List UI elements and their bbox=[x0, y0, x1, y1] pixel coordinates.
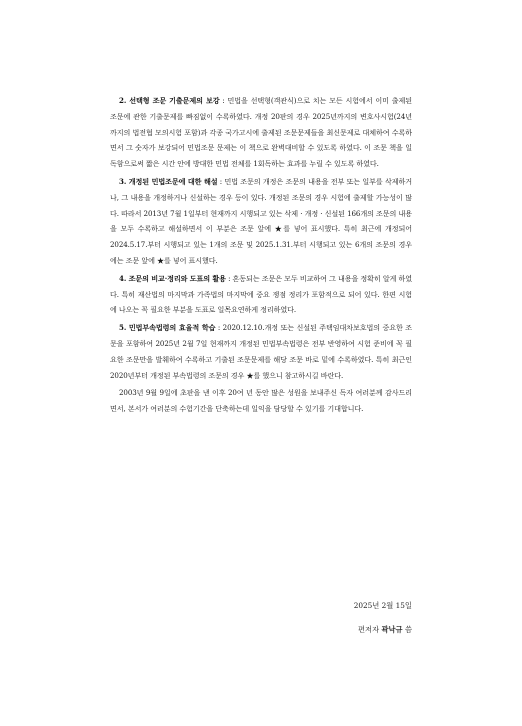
paragraph-heading: 4. 조문의 비교·정리와 도표의 활용 bbox=[119, 273, 226, 283]
author-suffix: 씀 bbox=[404, 625, 412, 634]
paragraph-choice-questions bbox=[110, 93, 412, 172]
paragraph-text: : 민법을 선택형(객관식)으로 치는 모든 시험에서 이미 출제된 조문에 관한 기출문제를 빠짐없이 수록하였다. 개정 20판의 경우 2025년까지의 변호사시험(24년까지의 법전협 모의시험 포함)과 각종 국가고시에 출제된 조문문제들을 최신문제로 대체하여 수록하면서 그 숫자가 보강되어 민법조문 문제는 이 책으로 완벽대비할 수 있도록 하였다. 이 조문 책을 일독함으로써 짧은 시간 안에 방대한 민법 전체를 1회독하는 효과를 누릴 수 있도록 하였다. bbox=[110, 96, 412, 169]
paragraph-heading: 3. 개정된 민법조문에 대한 해설 bbox=[119, 176, 218, 186]
paragraph-text: : 민법 조문의 개정은 조문의 내용을 전부 또는 일부를 삭제하거나, 그 내용을 개정하거나 신설하는 경우 등이 있다. 개정된 조문의 경우 시험에 출제할 가능성이 많다. 따라서 2013년 7월 1일부터 현재까지 시행되고 있는 삭제 · 개정 · 신설된 166개의 조문의 내용을 모두 수록하고 해설하면서 이 부분은 조문 앞에 ★를 넣어 표시했다. 특히 최근에 개정되어 2024.5.17.부터 시행되고 있는 1개의 조문 및 2025.1.31.부터 시행되고 있는 6개의 조문의 경우에는 조문 앞에 ★를 넣어 표시했다. bbox=[110, 176, 412, 265]
preface-date: 2025년 2월 15일 bbox=[353, 601, 412, 610]
author-prefix: 편저자 bbox=[357, 625, 380, 634]
preface-author bbox=[358, 623, 412, 637]
paragraph-text: 2003년 9월 9일에 초판을 낸 이후 20여 년 동안 많은 성원을 보내주신 독자 여러분께 감사드리면서, 본서가 여러분의 수험기간을 단축하는데 일익을 담당할 수 있기를 기대합니다. bbox=[110, 388, 412, 414]
paragraph-text: : 혼동되는 조문은 모두 비교하여 그 내용을 정확히 알게 하였다. 특히 재산법의 마지막과 가족법의 마지막에 중요 쟁점 정리가 포함적으로 되어 있다. 한편 시험에 나오는 꼭 필요한 부분을 도표로 일목요연하게 정리하였다. bbox=[110, 273, 412, 315]
paragraph-amended-articles bbox=[110, 174, 412, 269]
preface-body bbox=[110, 93, 412, 419]
paragraph-heading: 5. 민법부속법령의 효율적 학습 bbox=[119, 323, 216, 333]
paragraph-subsidiary-laws bbox=[110, 320, 412, 383]
paragraph-comparison-tables bbox=[110, 271, 412, 318]
author-name: 곽낙규 bbox=[381, 625, 403, 634]
paragraph-text: : 2020.12.10.개정 또는 신설된 주택임대차보호법의 중요한 조문을 포함하여 2025년 2월 7일 현재까지 개정된 민법부속법령은 전부 반영하여 시험 준비에 꼭 필요한 조문만을 발췌하여 수록하고 기출된 조문문제를 해당 조문 바로 밑에 수록하였다. 특히 최근인 2020년부터 개정된 부속법령의 조문의 경우 ★를 했으니 참고하시길 바란다. bbox=[110, 323, 412, 380]
paragraph-closing bbox=[110, 385, 412, 417]
paragraph-heading: 2. 선택형 조문 기출문제의 보강 bbox=[119, 96, 220, 105]
